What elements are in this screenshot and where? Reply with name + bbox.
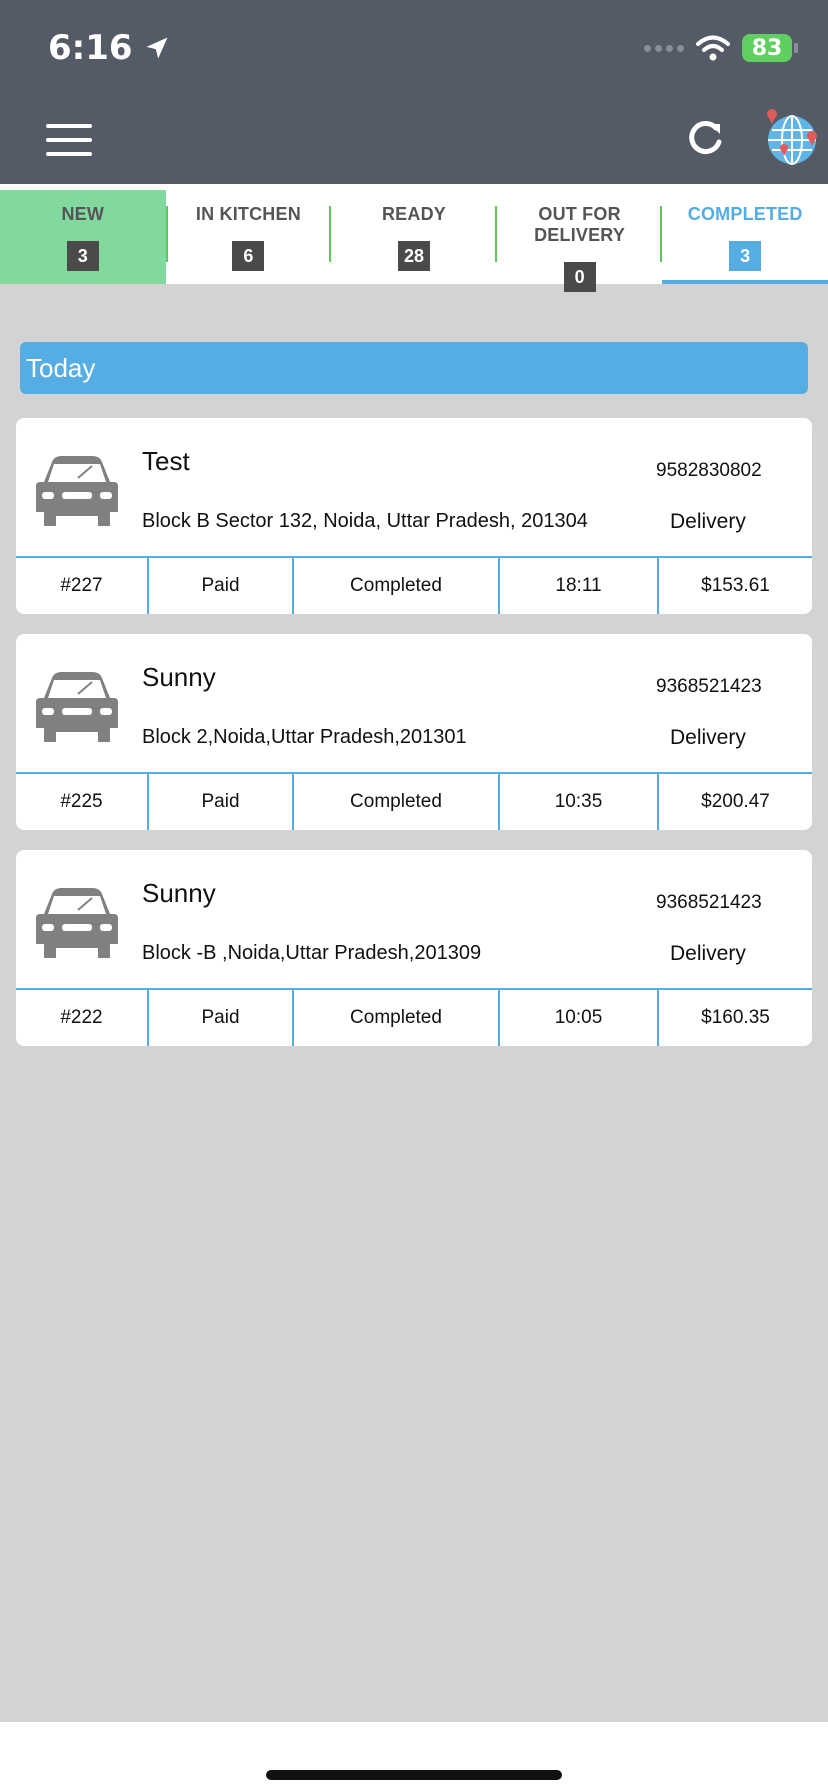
order-total: $160.35 [701,1007,770,1028]
customer-address: Block B Sector 132, Noida, Uttar Pradesh, 201304 [142,510,588,532]
home-indicator[interactable] [266,1770,562,1780]
tab-ready[interactable] [331,184,497,284]
order-card[interactable] [16,634,812,830]
status-time-text: 6:16 [48,28,133,68]
tab-label: READY [381,204,446,224]
status-time [48,28,171,68]
bottom-bar [0,1722,828,1792]
tab-count-badge: 6 [232,241,264,271]
tab-completed[interactable] [662,184,828,284]
customer-phone: 9368521423 [656,892,762,913]
customer-phone: 9368521423 [656,676,762,697]
app-header [0,0,828,184]
battery-icon [742,34,792,62]
hamburger-menu-icon[interactable] [46,124,92,156]
order-status-tabs [0,184,828,287]
tab-count-badge: 3 [729,241,761,271]
customer-name: Test [142,446,190,476]
tab-out-for-delivery[interactable] [497,184,663,287]
tab-label: OUT FOR DELIVERY [534,204,626,245]
order-total: $200.47 [701,791,770,812]
tab-count-badge: 28 [398,241,430,271]
order-type: Delivery [670,726,746,749]
tab-divider [166,206,168,262]
globe-map-icon[interactable] [762,108,820,166]
order-summary-row [16,556,812,614]
refresh-icon[interactable] [686,118,726,158]
order-summary-row [16,772,812,830]
order-status: Completed [294,558,500,614]
customer-address: Block 2,Noida,Uttar Pradesh,201301 [142,726,467,748]
order-number: #225 [16,774,149,830]
tab-label: COMPLETED [687,204,803,224]
tab-count-badge: 0 [564,262,596,292]
tab-new[interactable] [0,190,166,284]
car-icon [34,884,120,962]
order-time: 10:35 [500,774,659,830]
location-arrow-icon [143,34,171,62]
battery-level: 83 [751,35,783,61]
order-number: #227 [16,558,149,614]
active-tab-underline [662,280,828,284]
status-indicators [644,34,792,62]
customer-name: Sunny [142,662,216,692]
tab-in-kitchen[interactable] [166,184,332,284]
order-card[interactable] [16,850,812,1046]
order-type: Delivery [670,942,746,965]
order-type: Delivery [670,510,746,533]
customer-name: Sunny [142,878,216,908]
section-header-today: Today [20,342,808,394]
tab-label: NEW [61,204,105,224]
car-icon [34,452,120,530]
payment-status: Paid [149,558,294,614]
order-time: 18:11 [500,558,659,614]
wifi-icon [696,35,730,61]
car-icon [34,668,120,746]
payment-status: Paid [149,990,294,1046]
order-time: 10:05 [500,990,659,1046]
order-number: #222 [16,990,149,1046]
signal-icon [644,45,684,52]
customer-address: Block -B ,Noida,Uttar Pradesh,201309 [142,942,482,964]
tab-count-badge: 3 [67,241,99,271]
customer-phone: 9582830802 [656,460,762,481]
order-total: $153.61 [701,575,770,596]
order-card[interactable] [16,418,812,614]
order-status: Completed [294,990,500,1046]
order-summary-row [16,988,812,1046]
payment-status: Paid [149,774,294,830]
order-status: Completed [294,774,500,830]
tab-label: IN KITCHEN [195,204,301,224]
